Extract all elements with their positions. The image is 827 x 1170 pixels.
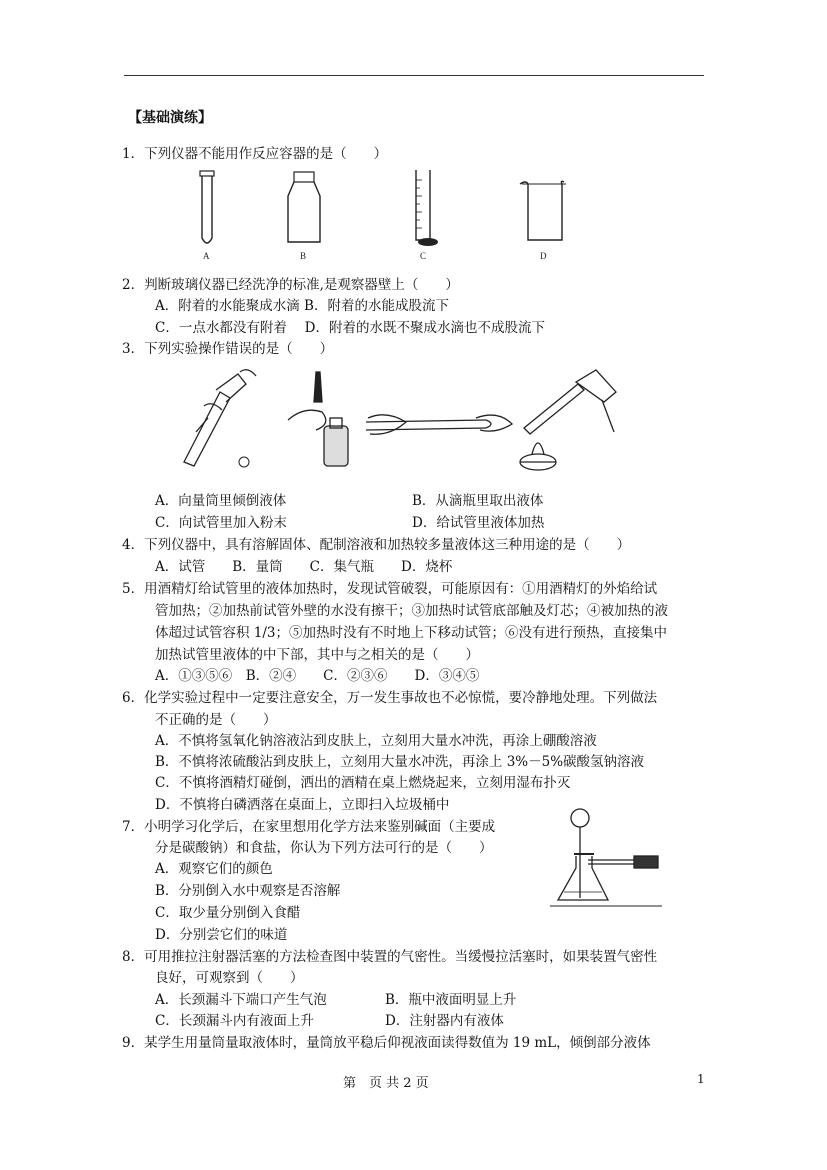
question-8-option-b: B．瓶中液面明显上升 — [385, 992, 517, 1008]
question-5-line2: 管加热；②加热前试管外壁的水没有擦干；③加热时试管底部触及灯芯；④被加热的液 — [155, 603, 668, 619]
question-7-option-a: A．观察它们的颜色 — [155, 861, 273, 877]
question-3-option-a: A．向量筒里倾倒液体 — [155, 493, 287, 509]
question-2-options-line2: C．一点水都没有附着 D．附着的水既不聚成水滴也不成股流下 — [155, 320, 545, 336]
question-8-option-a: A．长颈漏斗下端口产生气泡 — [155, 992, 327, 1008]
question-6-option-d: D．不慎将白磷洒落在桌面上，立即扫入垃圾桶中 — [155, 797, 450, 813]
pouring-cylinder-icon — [184, 370, 256, 466]
label-d: D — [540, 251, 547, 261]
dropper-bottle-icon — [288, 372, 348, 466]
q3-operation-figure — [176, 362, 621, 474]
test-tube-icon — [200, 171, 214, 243]
question-4-options: A．试管 B．量筒 C．集气瓶 D．烧杯 — [155, 559, 453, 575]
question-8-line2: 良好，可观察到（ ） — [155, 970, 304, 986]
question-7-line1: 7．小明学习化学后，在家里想用化学方法来鉴别碱面（主要成 — [122, 819, 496, 835]
question-2-options-line1: A．附着的水能聚成水滴 B．附着的水能成股流下 — [155, 298, 449, 314]
question-7-option-c: C．取少量分别倒入食醋 — [155, 905, 301, 921]
question-9-line1: 9．某学生用量筒量取液体时，量筒放平稳后仰视液面读得数值为 19 mL，倾倒部分液体 — [122, 1035, 651, 1051]
question-5-line1: 5．用酒精灯给试管里的液体加热时，发现试管破裂，可能原因有：①用酒精灯的外焰给试 — [122, 581, 658, 597]
question-6-option-c: C．不慎将酒精灯碰倒，洒出的酒精在桌上燃烧起来，立刻用湿布扑灭 — [155, 775, 571, 791]
question-3-option-b: B．从滴瓶里取出液体 — [412, 493, 544, 509]
question-7-option-d: D．分别尝它们的味道 — [155, 927, 288, 943]
graduated-cylinder-icon — [416, 170, 438, 246]
q7-flask-apparatus-figure — [550, 800, 670, 910]
question-3-option-d: D．给试管里液体加热 — [412, 515, 545, 531]
question-8-option-c: C．长颈漏斗内有液面上升 — [155, 1013, 314, 1029]
label-a: A — [203, 251, 210, 261]
page-footer: 第 页 共 2 页 — [343, 1076, 429, 1091]
question-6-line1: 6．化学实验过程中一定要注意安全，万一发生事故也不必惊慌，要冷静地处理。下列做法 — [122, 690, 658, 706]
question-5-options: A．①③⑤⑥ B．②④ C．②③⑥ D．③④⑤ — [155, 668, 480, 684]
q1-apparatus-figure — [190, 166, 570, 262]
question-8-option-d: D．注射器内有液体 — [385, 1013, 504, 1029]
flask-with-funnel-icon — [550, 809, 662, 906]
question-6-option-b: B．不慎将浓硫酸沾到皮肤上，立刻用大量水冲洗，再涂上 3%－5%碳酸氢钠溶液 — [155, 754, 645, 770]
question-7-line2: 分是碳酸钠）和食盐，你认为下列方法可行的是（ ） — [155, 840, 493, 856]
beaker-icon — [520, 181, 566, 240]
question-5-line4: 加热试管里液体的中下部，其中与之相关的是（ ） — [155, 647, 479, 663]
question-2-stem: 2．判断玻璃仪器已经洗净的标准,是观察器壁上（ ） — [122, 277, 459, 293]
question-6-option-a: A．不慎将氢氧化钠溶液沾到皮肤上，立刻用大量水冲洗，再涂上硼酸溶液 — [155, 733, 597, 749]
page-number: 1 — [697, 1072, 705, 1086]
header-rule — [124, 75, 704, 76]
question-3-option-c: C．向试管里加入粉末 — [155, 515, 287, 531]
label-b: B — [300, 251, 307, 261]
bottle-icon — [288, 172, 320, 242]
question-7-option-b: B．分别倒入水中观察是否溶解 — [155, 883, 341, 899]
label-c: C — [420, 251, 427, 261]
question-6-line2: 不正确的是（ ） — [155, 712, 277, 728]
question-5-line3: 体超过试管容积 1/3；⑤加热时没有不时地上下移动试管；⑥没有进行预热，直接集中 — [155, 625, 668, 641]
adding-powder-icon — [366, 415, 512, 434]
question-8-line1: 8．可用推拉注射器活塞的方法检查图中装置的气密性。当缓慢拉活塞时，如果装置气密性 — [122, 949, 658, 965]
question-4-stem: 4．下列仪器中，具有溶解固体、配制溶液和加热较多量液体这三种用途的是（ ） — [122, 537, 631, 553]
section-title: 【基础演练】 — [128, 110, 212, 126]
heating-tube-icon — [520, 370, 616, 470]
question-3-stem: 3．下列实验操作错误的是（ ） — [122, 341, 334, 357]
question-1-stem: 1．下列仪器不能用作反应容器的是（ ） — [122, 146, 388, 162]
